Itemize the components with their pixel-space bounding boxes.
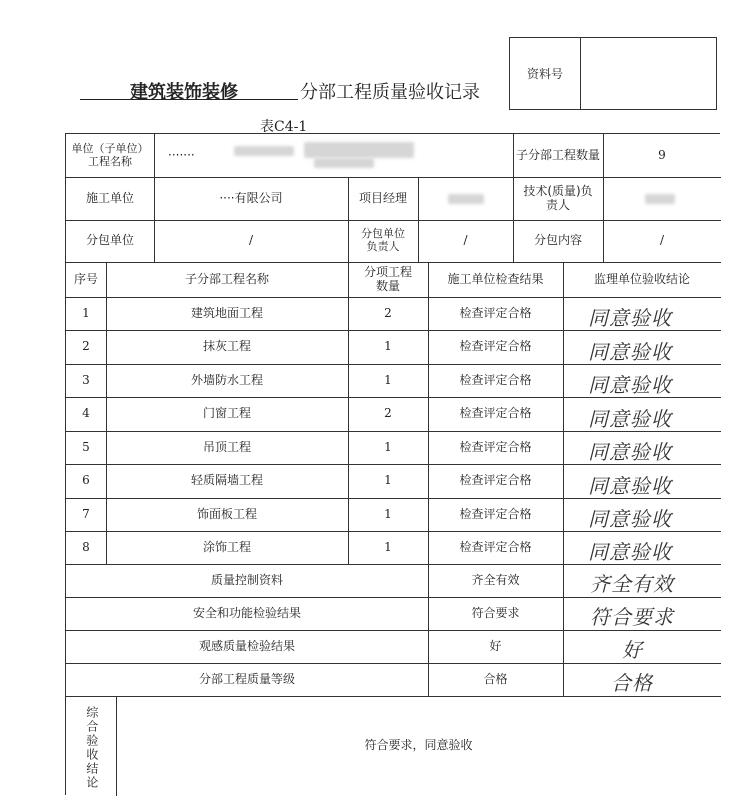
subcontractor-lead-label: 分包单位负责人 <box>361 227 405 253</box>
acceptance-form-table <box>65 133 720 795</box>
subcontractor-label: 分包单位 <box>85 233 134 248</box>
subcontract-content-label: 分包内容 <box>533 233 582 248</box>
subcontract-content-value: / <box>659 233 665 248</box>
row-count: 1 <box>384 473 392 488</box>
summary-check: 好 <box>489 638 502 653</box>
handwritten-conclusion: 齐全有效 <box>590 572 674 596</box>
row-count: 1 <box>384 372 392 387</box>
page-title: 分部工程质量验收记录 <box>300 82 480 103</box>
redacted-region <box>234 146 294 156</box>
summary-label: 观感质量检验结果 <box>198 638 295 653</box>
row-index: 1 <box>82 305 90 320</box>
handwritten-conclusion: 好 <box>622 638 643 662</box>
row-check: 检查评定合格 <box>459 406 532 421</box>
title-project-type: 建筑装饰装修 <box>130 82 238 103</box>
row-index: 7 <box>82 506 90 521</box>
header-contractor-check: 施工单位检查结果 <box>447 271 544 286</box>
row-check: 检查评定合格 <box>459 539 532 554</box>
row-name: 建筑地面工程 <box>190 305 263 320</box>
row-count: 1 <box>384 539 392 554</box>
unit-name-dots: ······· <box>168 147 195 162</box>
summary-label: 质量控制资料 <box>210 572 283 587</box>
handwritten-conclusion: 合格 <box>611 671 653 695</box>
row-name: 涂饰工程 <box>202 539 251 554</box>
row-check: 检查评定合格 <box>459 372 532 387</box>
row-count: 1 <box>384 506 392 521</box>
contractor-value: ····有限公司 <box>219 190 283 205</box>
summary-check: 齐全有效 <box>471 572 520 587</box>
summary-label: 分部工程质量等级 <box>198 671 295 686</box>
subcontractor-value: / <box>248 233 254 248</box>
row-index: 6 <box>82 473 90 488</box>
unit-name-value <box>154 134 513 177</box>
sub-division-count-label: 子分部工程数量 <box>515 147 600 162</box>
project-manager-label: 项目经理 <box>358 190 407 205</box>
handwritten-conclusion: 符合要求 <box>590 605 674 629</box>
technical-lead-label: 技术(质量)负责人 <box>523 183 593 212</box>
handwritten-conclusion: 同意验收 <box>588 407 672 431</box>
title-underline <box>80 99 298 100</box>
handwritten-conclusion: 同意验收 <box>588 507 672 531</box>
handwritten-conclusion: 同意验收 <box>588 440 672 464</box>
technical-lead-value <box>603 177 721 220</box>
redacted-region <box>314 158 374 168</box>
row-index: 2 <box>82 339 90 354</box>
handwritten-conclusion: 同意验收 <box>588 474 672 498</box>
reference-label: 资料号 <box>510 38 581 109</box>
row-index: 3 <box>82 372 90 387</box>
row-check: 检查评定合格 <box>459 305 532 320</box>
summary-label: 安全和功能检验结果 <box>192 605 301 620</box>
redacted-region <box>645 194 675 204</box>
header-sub-division-name: 子分部工程名称 <box>184 271 269 286</box>
row-count: 2 <box>384 406 392 421</box>
contractor-label: 施工单位 <box>85 190 134 205</box>
row-name: 轻质隔墙工程 <box>190 473 263 488</box>
row-count: 1 <box>384 339 392 354</box>
subcontractor-lead-value: / <box>463 233 468 248</box>
header-supervisor-conclusion: 监理单位验收结论 <box>593 271 690 286</box>
reference-box <box>509 37 717 110</box>
row-count: 1 <box>384 439 392 454</box>
row-check: 检查评定合格 <box>459 473 532 488</box>
summary-check: 符合要求 <box>471 605 520 620</box>
sub-division-count-value: 9 <box>658 147 666 162</box>
project-manager-value <box>418 177 513 220</box>
redacted-region <box>448 194 484 204</box>
handwritten-conclusion: 同意验收 <box>588 306 672 330</box>
row-count: 2 <box>384 305 392 320</box>
row-name: 饰面板工程 <box>196 506 257 521</box>
row-check: 检查评定合格 <box>459 339 532 354</box>
row-name: 吊顶工程 <box>202 439 251 454</box>
row-name: 门窗工程 <box>202 406 251 421</box>
reference-value <box>580 38 716 109</box>
header-item-count: 分项工程数量 <box>364 264 413 293</box>
header-index: 序号 <box>73 271 98 286</box>
row-name: 抹灰工程 <box>202 339 251 354</box>
form-code: 表C4-1 <box>260 119 308 135</box>
row-index: 8 <box>82 539 90 554</box>
final-conclusion-text: 符合要求，同意验收 <box>364 738 473 753</box>
row-index: 5 <box>82 439 90 454</box>
handwritten-conclusion: 同意验收 <box>588 540 672 564</box>
handwritten-conclusion: 同意验收 <box>588 373 672 397</box>
handwritten-conclusion: 同意验收 <box>588 340 672 364</box>
row-check: 检查评定合格 <box>459 439 532 454</box>
unit-name-label: 单位（子单位）工程名称 <box>71 141 149 168</box>
redacted-region <box>304 142 414 158</box>
final-conclusion-label: 综合验收结论 <box>84 706 99 790</box>
summary-check: 合格 <box>483 671 508 686</box>
row-name: 外墙防水工程 <box>190 372 263 387</box>
row-index: 4 <box>82 406 90 421</box>
row-check: 检查评定合格 <box>459 506 532 521</box>
